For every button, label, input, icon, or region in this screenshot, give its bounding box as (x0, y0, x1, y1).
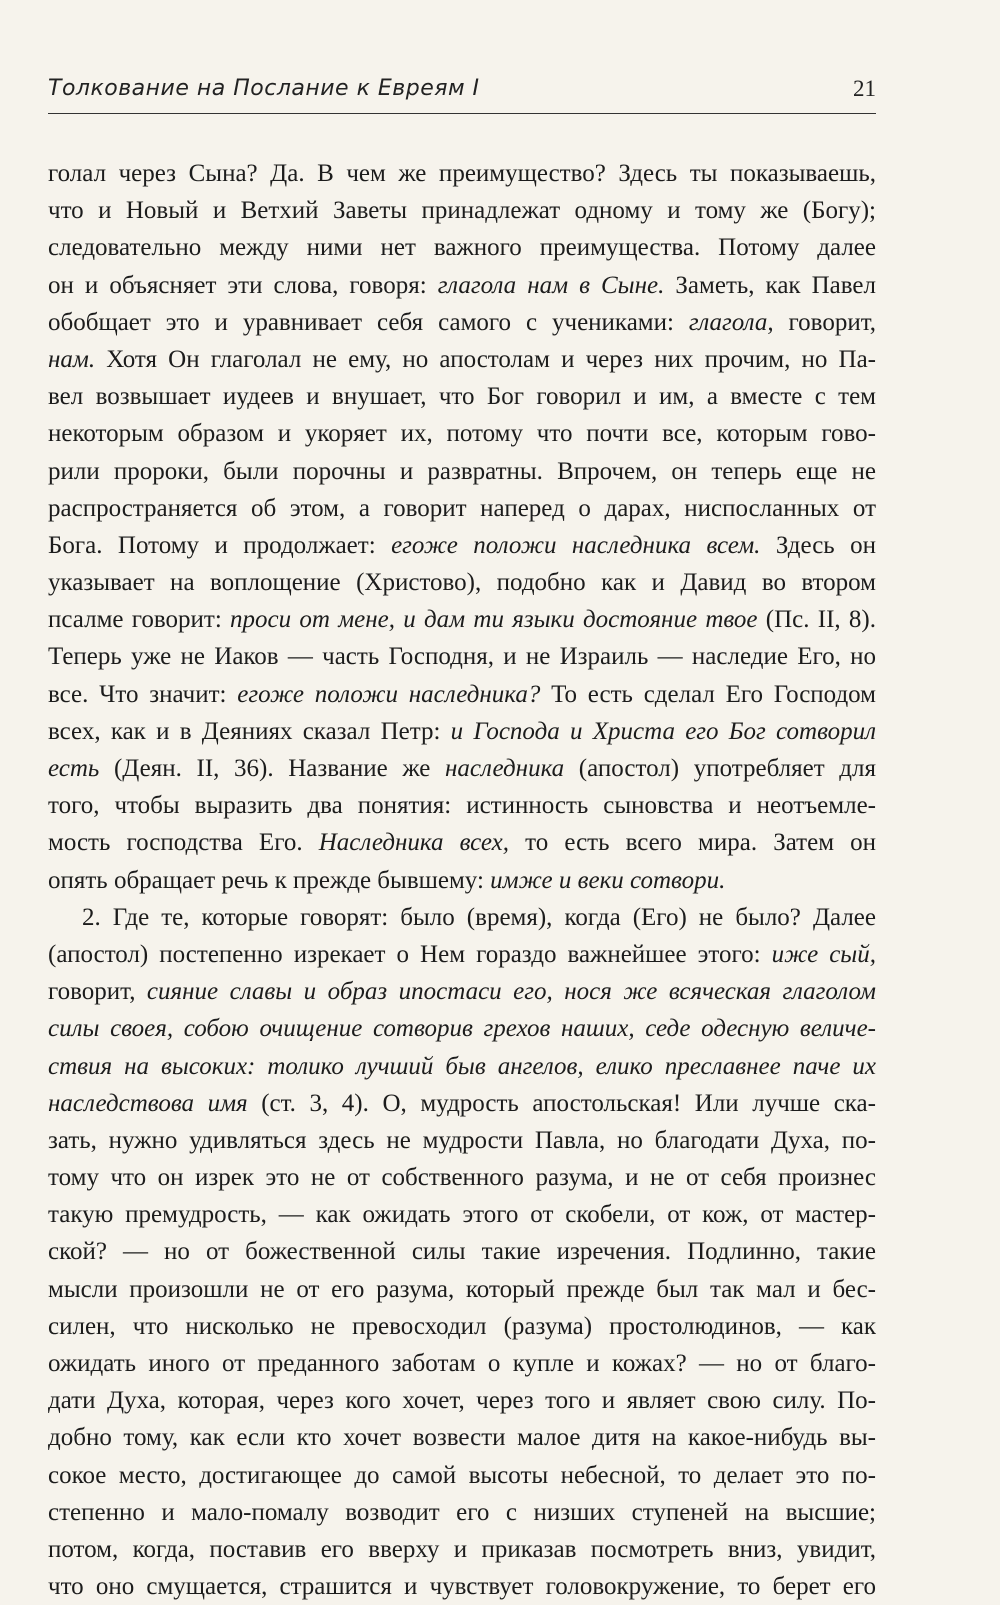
text-line (48, 229, 876, 266)
text-line (48, 1531, 876, 1568)
text-line (48, 1308, 876, 1345)
text-run: некоторым образом и укоряет их, потому что почти все, которым гово- (48, 420, 876, 448)
text-line (48, 676, 876, 713)
text-run: следовательно между ними нет важного преимущества. Потому далее (48, 234, 876, 262)
text-line (48, 267, 876, 304)
text-run: всех, как и в Деяниях сказал Петр: (48, 717, 451, 745)
text-line (48, 601, 876, 638)
italic-quote: ствия на высоких: толико лучший быв ангелов, елико преславнее паче их (48, 1052, 876, 1080)
text-line (48, 1233, 876, 1270)
text-run: опять обращает речь к прежде бывшему: (48, 866, 491, 894)
text-line (48, 490, 876, 527)
text-run: (Деян. II, 36). Название же (99, 755, 446, 782)
italic-quote: сияние славы и образ ипостаси его, нося же всяческая глаголом (146, 978, 876, 1006)
text-line (48, 192, 876, 229)
text-run: тому что он изрек это не от собственного разума, и не от себя произнес (48, 1164, 876, 1192)
text-run: того, чтобы выразить два понятия: истинность сыновства и неотъемле- (48, 792, 876, 820)
italic-quote: Наследника всех, (318, 829, 510, 857)
text-run: все. Что значит: (48, 680, 238, 708)
text-run: рили пророки, были порочны и развратны. Впрочем, он теперь еще не (48, 457, 876, 485)
header-rule (48, 113, 876, 114)
text-line (48, 1271, 876, 1308)
body-text (48, 155, 876, 1605)
text-run: степенно и мало-помалу возводит его с низших ступеней на высшие; (48, 1498, 876, 1526)
text-run: такую премудрость, — как ожидать этого от скобели, от кож, от мастер- (48, 1201, 876, 1229)
text-run: зать, нужно удивляться здесь не мудрости Павла, но благодати Духа, по- (48, 1126, 876, 1154)
text-line (48, 787, 876, 824)
italic-quote: наследствова имя (48, 1089, 248, 1117)
text-line (48, 862, 876, 899)
italic-quote: егоже положи наследника? (237, 680, 541, 708)
text-run: что и Новый и Ветхий Заветы принадлежат одному и тому же (Богу); (48, 197, 876, 225)
text-run: обобщает это и уравнивает себя самого с учениками: (48, 308, 689, 336)
text-run: ожидать иного от преданного заботам о купле и кожах? — но от благо- (48, 1350, 876, 1377)
text-run: Теперь уже не Иаков — часть Господня, и не Израиль — наследие Его, но (48, 643, 876, 671)
text-run: Бога. Потому и продолжает: (48, 531, 392, 559)
text-line (48, 564, 876, 601)
text-run: псалме говорит: (48, 606, 231, 634)
text-line (48, 1382, 876, 1419)
text-run: ской? — но от божественной силы такие изречения. Подлинно, такие (48, 1238, 876, 1266)
italic-quote: наследника (445, 755, 565, 782)
text-run: он и объясняет эти слова, говоря: (48, 271, 438, 299)
text-line (48, 713, 876, 750)
text-line (48, 1568, 876, 1605)
italic-quote: нам. (48, 345, 96, 373)
italic-quote: и Господа и Христа его Бог сотворил (450, 717, 876, 745)
text-run: мысли произошли не от его разума, который прежде был так мал и бес- (48, 1275, 876, 1303)
text-line (48, 341, 876, 378)
text-line (48, 378, 876, 415)
text-line (48, 304, 876, 341)
text-run: распространяется об этом, а говорит наперед о дарах, ниспосланных от (48, 494, 876, 522)
text-run: сокое место, достигающее до самой высоты небесной, то делает это по- (48, 1461, 876, 1489)
text-line (48, 899, 876, 936)
text-run: (Пс. II, 8). (757, 606, 876, 634)
text-line (48, 1345, 876, 1382)
text-line (48, 1196, 876, 1233)
text-line (48, 415, 876, 452)
text-line (48, 824, 876, 861)
text-line (48, 1457, 876, 1494)
text-run: Хотя Он глаголал не ему, но апостолам и через них прочим, но Па- (95, 345, 876, 373)
italic-quote: егоже положи наследника всем. (391, 531, 761, 559)
text-line (48, 1159, 876, 1196)
text-line (48, 1010, 876, 1047)
italic-quote: глагола, (688, 308, 774, 336)
italic-quote: иже сый, (771, 940, 876, 968)
text-run: силен, что нисколько не превосходил (разума) простолюдинов, — как (48, 1312, 876, 1340)
text-run: (ст. 3, 4). О, мудрость апостольская! Или лучше ска- (247, 1089, 876, 1117)
text-line (48, 155, 876, 192)
text-run: потом, когда, поставив его вверху и приказав посмотреть вниз, увидит, (48, 1535, 876, 1563)
italic-quote: глагола нам в Сыне. (437, 271, 665, 299)
text-line (48, 638, 876, 675)
text-run: 2. Где те, которые говорят: было (время), когда (Его) не было? Далее (82, 903, 876, 931)
text-line (48, 1048, 876, 1085)
text-run: вел возвышает иудеев и внушает, что Бог говорил и им, а вместе с тем (48, 383, 876, 411)
text-line (48, 1085, 876, 1122)
text-line (48, 973, 876, 1010)
text-run: указывает на воплощение (Христово), подобно как и Давид во втором (48, 569, 876, 597)
text-run: говорит, (773, 308, 876, 336)
text-line (48, 750, 876, 787)
italic-quote: имже и веки сотвори. (490, 866, 726, 894)
text-run: мость господства Его. (48, 829, 319, 857)
running-header (48, 76, 876, 110)
page-number: 21 (853, 76, 876, 101)
italic-quote: силы своея, собою очищение сотворив грехов наших, седе одесную величе- (48, 1015, 876, 1043)
text-line (48, 1419, 876, 1456)
text-line (48, 453, 876, 490)
text-run: То есть сделал Его Господом (540, 680, 876, 708)
text-line (48, 936, 876, 973)
text-run: говорит, (48, 978, 147, 1006)
text-run: голал через Сына? Да. В чем же преимущество? Здесь ты показываешь, (48, 160, 876, 187)
text-run: Заметь, как Павел (664, 271, 876, 299)
text-line (48, 1494, 876, 1531)
text-run: добно тому, как если кто хочет возвести малое дитя на какое-нибудь вы- (48, 1424, 876, 1452)
text-run: дати Духа, которая, через кого хочет, через того и являет свою силу. По- (48, 1387, 876, 1415)
running-title: Толкование на Послание к Евреям I (48, 76, 480, 101)
italic-quote: проси от мене, и дам ти языки достояние твое (230, 606, 758, 634)
text-run: что оно смущается, страшится и чувствует головокружение, то берет его (48, 1573, 876, 1601)
text-run: (апостол) постепенно изрекает о Нем гораздо важнейшее этого: (48, 940, 772, 968)
italic-quote: есть (48, 755, 100, 782)
text-line (48, 1122, 876, 1159)
text-line (48, 527, 876, 564)
text-run: то есть всего мира. Затем он (509, 829, 876, 857)
text-run: Здесь он (760, 531, 876, 559)
text-run: (апостол) употребляет для (564, 755, 876, 782)
